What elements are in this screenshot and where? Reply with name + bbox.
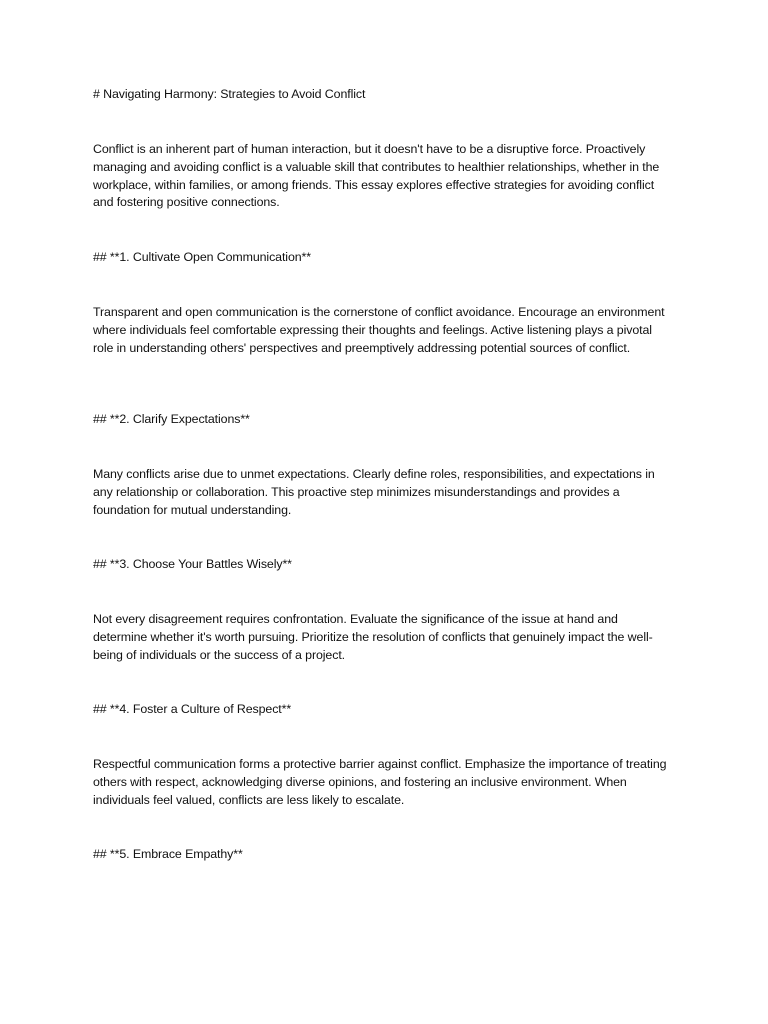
intro-paragraph: Conflict is an inherent part of human interaction, but it doesn't have to be a disruptive force. Proactively managing and avoiding conflict is a valuable skill that contributes to healthier relationships, whether in the workplace, within families, or among friends. This essay explores effective strategies for avoiding conflict and fostering positive connections. <box>93 142 660 210</box>
section-heading-5: ## **5. Embrace Empathy** <box>93 847 243 861</box>
section-paragraph-1: Transparent and open communication is the cornerstone of conflict avoidance. Encourage an environment where individuals feel comfortable expressing their thoughts and feelings. Active listening plays a pivotal role in understanding others' perspectives and preemptively addressing potential sources of conflict. <box>93 305 665 355</box>
section-paragraph-4: Respectful communication forms a protective barrier against conflict. Emphasize the importance of treating others with respect, acknowledging diverse opinions, and fostering an inclusive environment. When individuals feel valued, conflicts are less likely to escalate. <box>93 757 667 807</box>
document-title: # Navigating Harmony: Strategies to Avoid Conflict <box>93 87 366 101</box>
section-heading-2: ## **2. Clarify Expectations** <box>93 412 250 426</box>
section-paragraph-3: Not every disagreement requires confrontation. Evaluate the significance of the issue at hand and determine whether it's worth pursuing. Prioritize the resolution of conflicts that genuinely impact the well-being of individuals or the success of a project. <box>93 612 653 662</box>
section-heading-3: ## **3. Choose Your Battles Wisely** <box>93 557 292 571</box>
section-heading-4: ## **4. Foster a Culture of Respect** <box>93 702 292 716</box>
section-paragraph-2: Many conflicts arise due to unmet expectations. Clearly define roles, responsibilities, and expectations in any relationship or collaboration. This proactive step minimizes misunderstandings and provides a foundation for mutual understanding. <box>93 467 655 517</box>
section-heading-1: ## **1. Cultivate Open Communication** <box>93 250 311 264</box>
